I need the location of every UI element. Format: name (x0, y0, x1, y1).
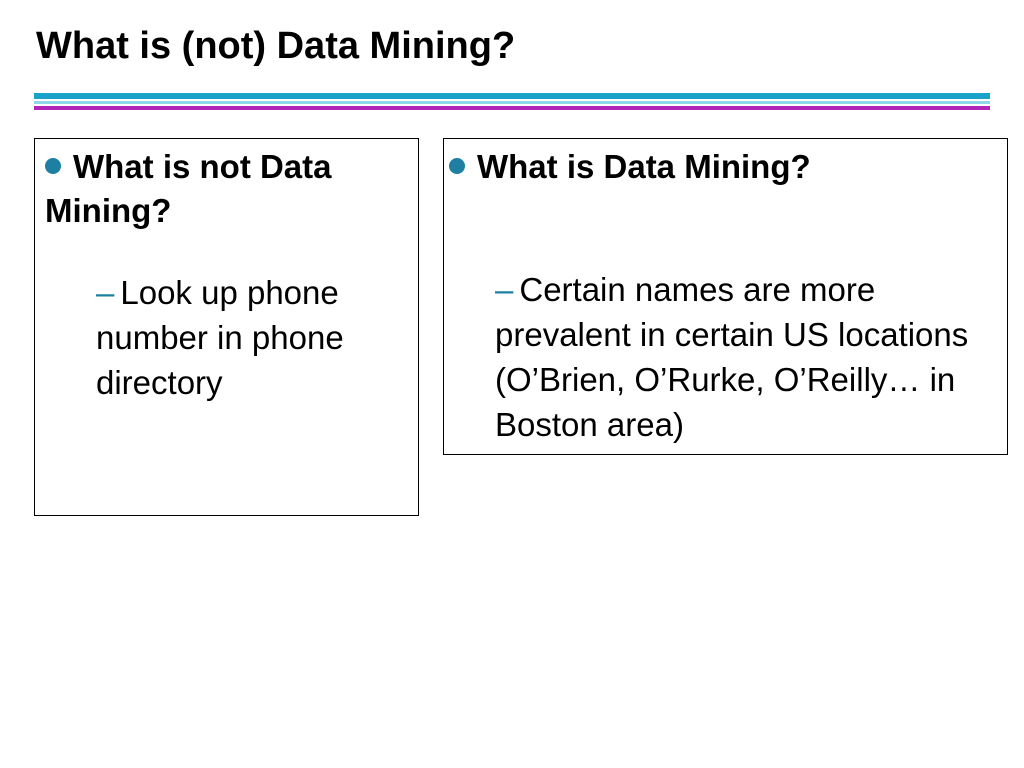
data-mining-heading-row (449, 145, 989, 189)
not-data-mining-item-text: Look up phone number in phone directory (96, 274, 344, 401)
not-data-mining-heading: What is not Data Mining? (45, 148, 332, 229)
title-rule-middle (34, 101, 990, 104)
slide-title: What is (not) Data Mining? (36, 25, 516, 67)
data-mining-item-text: Certain names are more prevalent in certain US locations (O’Brien, O’Rurke, O’Reilly… in Boston area) (495, 271, 969, 443)
title-rule-bottom (34, 106, 990, 110)
not-data-mining-box (34, 138, 419, 516)
dash-bullet: – (495, 271, 514, 308)
data-mining-item (495, 267, 995, 447)
not-data-mining-heading-row (45, 145, 405, 233)
data-mining-heading: What is Data Mining? (477, 148, 811, 185)
bullet-icon (449, 158, 465, 174)
title-rule-top (34, 93, 990, 99)
data-mining-box (443, 138, 1008, 455)
bullet-icon (45, 158, 61, 174)
not-data-mining-item (96, 270, 416, 405)
dash-bullet: – (96, 274, 115, 311)
